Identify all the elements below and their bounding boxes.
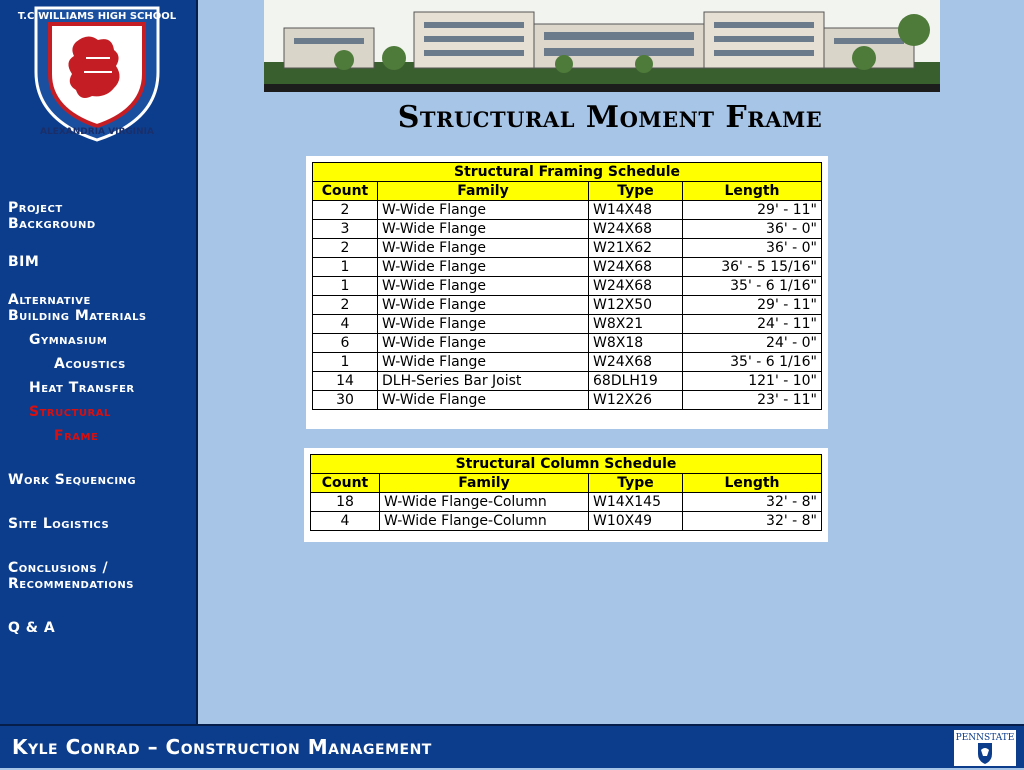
sidebar — [0, 0, 198, 724]
table-row — [311, 512, 822, 531]
column-header: Length — [683, 182, 822, 201]
family-cell: W-Wide Flange — [378, 201, 589, 220]
crest-bottom-text: ALEXANDRIA VIRGINIA — [40, 127, 154, 137]
count-cell: 3 — [313, 220, 378, 239]
type-cell: W10X49 — [589, 512, 683, 531]
count-cell: 30 — [313, 391, 378, 410]
page-title: Structural Moment Frame — [397, 100, 823, 135]
table-row — [313, 239, 822, 258]
count-cell: 1 — [313, 353, 378, 372]
type-cell: W24X68 — [589, 277, 683, 296]
column-schedule-header — [311, 474, 822, 493]
table-row — [313, 372, 822, 391]
pennstate-logo — [954, 730, 1016, 766]
length-cell: 32' - 8" — [683, 493, 822, 512]
column-schedule-caption: Structural Column Schedule — [311, 455, 822, 474]
family-cell: DLH-Series Bar Joist — [378, 372, 589, 391]
footer-bar — [0, 724, 1024, 768]
table-row — [313, 391, 822, 410]
table-row — [313, 277, 822, 296]
column-header: Count — [311, 474, 380, 493]
length-cell: 36' - 5 15/16" — [683, 258, 822, 277]
sidebar-item-conclusions-recommendations[interactable]: Conclusions / Recommendations — [8, 560, 134, 592]
sidebar-item-frame[interactable]: Frame — [54, 428, 99, 444]
sidebar-item-structural[interactable]: Structural — [29, 404, 111, 420]
table-row — [313, 258, 822, 277]
framing-schedule-caption: Structural Framing Schedule — [313, 163, 822, 182]
type-cell: W12X50 — [589, 296, 683, 315]
type-cell: W24X68 — [589, 220, 683, 239]
type-cell: W24X68 — [589, 258, 683, 277]
count-cell: 2 — [313, 239, 378, 258]
family-cell: W-Wide Flange — [378, 315, 589, 334]
table-row — [313, 201, 822, 220]
length-cell: 36' - 0" — [683, 220, 822, 239]
table-row — [313, 334, 822, 353]
family-cell: W-Wide Flange — [378, 391, 589, 410]
length-cell: 24' - 11" — [683, 315, 822, 334]
column-header: Length — [683, 474, 822, 493]
family-cell: W-Wide Flange — [378, 220, 589, 239]
framing-schedule-header — [313, 182, 822, 201]
table-row — [313, 315, 822, 334]
framing-schedule-table — [306, 156, 828, 429]
type-cell: W24X68 — [589, 353, 683, 372]
count-cell: 14 — [313, 372, 378, 391]
length-cell: 29' - 11" — [683, 296, 822, 315]
table-row — [313, 353, 822, 372]
type-cell: W8X21 — [589, 315, 683, 334]
length-cell: 29' - 11" — [683, 201, 822, 220]
type-cell: W8X18 — [589, 334, 683, 353]
sidebar-item-site-logistics[interactable]: Site Logistics — [8, 516, 110, 532]
length-cell: 36' - 0" — [683, 239, 822, 258]
table-row — [313, 296, 822, 315]
count-cell: 1 — [313, 277, 378, 296]
count-cell: 2 — [313, 201, 378, 220]
table-row — [313, 220, 822, 239]
count-cell: 4 — [313, 315, 378, 334]
count-cell: 1 — [313, 258, 378, 277]
type-cell: W21X62 — [589, 239, 683, 258]
count-cell: 4 — [311, 512, 380, 531]
sidebar-item-alternative-building-materials[interactable]: Alternative Building Materials — [8, 292, 147, 324]
column-header: Type — [589, 182, 683, 201]
column-header: Family — [378, 182, 589, 201]
column-header: Family — [380, 474, 589, 493]
type-cell: W14X48 — [589, 201, 683, 220]
pennstate-logo-text: PENNSTATE — [955, 733, 1015, 743]
sidebar-item-project-background[interactable]: Project Background — [8, 200, 96, 232]
count-cell: 6 — [313, 334, 378, 353]
count-cell: 2 — [313, 296, 378, 315]
sidebar-item-bim[interactable]: BIM — [8, 254, 40, 270]
column-header: Count — [313, 182, 378, 201]
footer-presenter-text: Kyle Conrad – Construction Management — [12, 735, 432, 759]
family-cell: W-Wide Flange — [378, 334, 589, 353]
length-cell: 121' - 10" — [683, 372, 822, 391]
sidebar-item-q-a[interactable]: Q & A — [8, 620, 56, 636]
column-header: Type — [589, 474, 683, 493]
family-cell: W-Wide Flange — [378, 296, 589, 315]
length-cell: 23' - 11" — [683, 391, 822, 410]
crest-top-text: T.C.WILLIAMS HIGH SCHOOL — [17, 11, 177, 22]
sidebar-item-heat-transfer[interactable]: Heat Transfer — [29, 380, 135, 396]
family-cell: W-Wide Flange — [378, 277, 589, 296]
school-building-banner — [264, 0, 940, 92]
type-cell: W12X26 — [589, 391, 683, 410]
table-row — [311, 493, 822, 512]
sidebar-item-gymnasium[interactable]: Gymnasium — [29, 332, 108, 348]
school-crest-logo — [17, 2, 177, 144]
length-cell: 35' - 6 1/16" — [683, 277, 822, 296]
family-cell: W-Wide Flange — [378, 353, 589, 372]
family-cell: W-Wide Flange-Column — [380, 512, 589, 531]
family-cell: W-Wide Flange — [378, 239, 589, 258]
type-cell: 68DLH19 — [589, 372, 683, 391]
count-cell: 18 — [311, 493, 380, 512]
length-cell: 35' - 6 1/16" — [683, 353, 822, 372]
sidebar-item-acoustics[interactable]: Acoustics — [54, 356, 126, 372]
sidebar-item-work-sequencing[interactable]: Work Sequencing — [8, 472, 137, 488]
length-cell: 32' - 8" — [683, 512, 822, 531]
length-cell: 24' - 0" — [683, 334, 822, 353]
column-schedule-table — [304, 448, 828, 542]
family-cell: W-Wide Flange-Column — [380, 493, 589, 512]
family-cell: W-Wide Flange — [378, 258, 589, 277]
sidebar-nav — [8, 200, 198, 636]
type-cell: W14X145 — [589, 493, 683, 512]
